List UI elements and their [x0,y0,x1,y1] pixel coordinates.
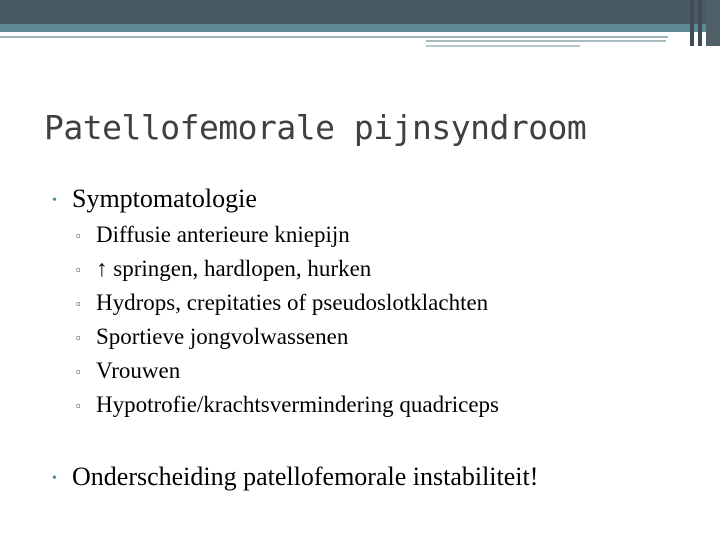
sub-bullet-item [76,290,488,316]
bullet-marker: • [52,471,57,486]
header-rule [426,45,580,47]
header-rule [0,36,668,38]
header-corner-accent [690,0,720,50]
sub-bullet-text: ↑ springen, hardlopen, hurken [96,256,372,281]
header-decoration [0,0,720,50]
bullet-item [52,184,257,214]
sub-bullet-text: Hydrops, crepitaties of pseudoslotklachten [96,290,489,315]
header-bar-teal [0,24,720,32]
sub-bullet-item [76,358,180,384]
sub-bullet-marker: ▫ [76,330,81,345]
slide-title: Patellofemorale pijnsyndroom [44,108,587,147]
sub-bullet-marker: ▫ [76,364,81,379]
bullet-marker: • [52,193,57,208]
sub-bullet-marker: ▫ [76,398,81,413]
sub-bullet-text: Vrouwen [96,358,181,383]
sub-bullet-item [76,392,499,418]
bullet-text: Symptomatologie [72,184,257,213]
header-rule [426,40,666,42]
sub-bullet-marker: ▫ [76,262,81,277]
sub-bullet-text: Sportieve jongvolwassenen [96,324,349,349]
sub-bullet-text: Hypotrofie/krachtsvermindering quadriceps [96,392,500,417]
sub-bullet-item [76,222,350,248]
bullet-text: Onderscheiding patellofemorale instabiliteit! [72,462,539,491]
sub-bullet-text: Diffusie anterieure kniepijn [96,222,350,247]
header-bar-dark [0,0,720,24]
bullet-item [52,462,538,492]
sub-bullet-item [76,324,348,350]
sub-bullet-marker: ▫ [76,296,81,311]
sub-bullet-item [76,256,371,282]
sub-bullet-marker: ▫ [76,228,81,243]
